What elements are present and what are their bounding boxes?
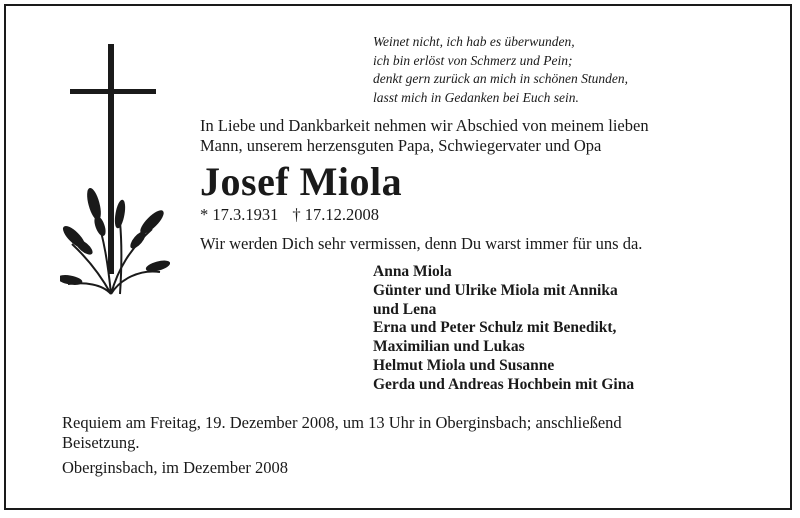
- poem-line: ich bin erlöst von Schmerz und Pein;: [373, 52, 573, 68]
- wheat-ears-icon: [60, 187, 170, 294]
- poem-verse: [373, 33, 673, 107]
- birth-date: * 17.3.1931: [200, 205, 279, 224]
- requiem-line: Beisetzung.: [62, 433, 140, 452]
- intro-line: Mann, unserem herzensguten Papa, Schwiegervater und Opa: [200, 136, 602, 155]
- life-dates: [200, 205, 379, 225]
- mourner-line: Gerda und Andreas Hochbein mit Gina: [373, 375, 635, 393]
- cross-with-wheat-emblem: [60, 44, 170, 304]
- mourner-line: Helmut Miola und Susanne: [373, 356, 555, 374]
- place-and-date: Oberginsbach, im Dezember 2008: [62, 458, 289, 477]
- farewell-intro: [200, 116, 760, 156]
- mourner-line: Maximilian und Lukas: [373, 338, 525, 356]
- poem-line: lasst mich in Gedanken bei Euch sein.: [373, 89, 579, 105]
- mourner-line: Günter und Ulrike Miola mit Annika: [373, 281, 618, 299]
- mourner-line: Anna Miola: [373, 263, 452, 280]
- mourner-line: und Lena: [373, 300, 437, 318]
- requiem-notice: [62, 413, 762, 453]
- requiem-line: Requiem am Freitag, 19. Dezember 2008, um 13 Uhr in Oberginsbach; anschließend: [62, 413, 622, 432]
- memorial-message: Wir werden Dich sehr vermissen, denn Du warst immer für uns da.: [200, 234, 643, 253]
- mourners-list: [373, 263, 773, 395]
- mourner-line: Erna und Peter Schulz mit Benedikt,: [373, 319, 617, 337]
- poem-line: denkt gern zurück an mich in schönen Stunden,: [373, 71, 628, 86]
- intro-line: In Liebe und Dankbarkeit nehmen wir Abschied von meinem lieben: [200, 116, 649, 135]
- death-date: † 17.12.2008: [292, 205, 379, 224]
- deceased-name: Josef Miola: [200, 159, 403, 204]
- poem-line: Weinet nicht, ich hab es überwunden,: [373, 34, 575, 49]
